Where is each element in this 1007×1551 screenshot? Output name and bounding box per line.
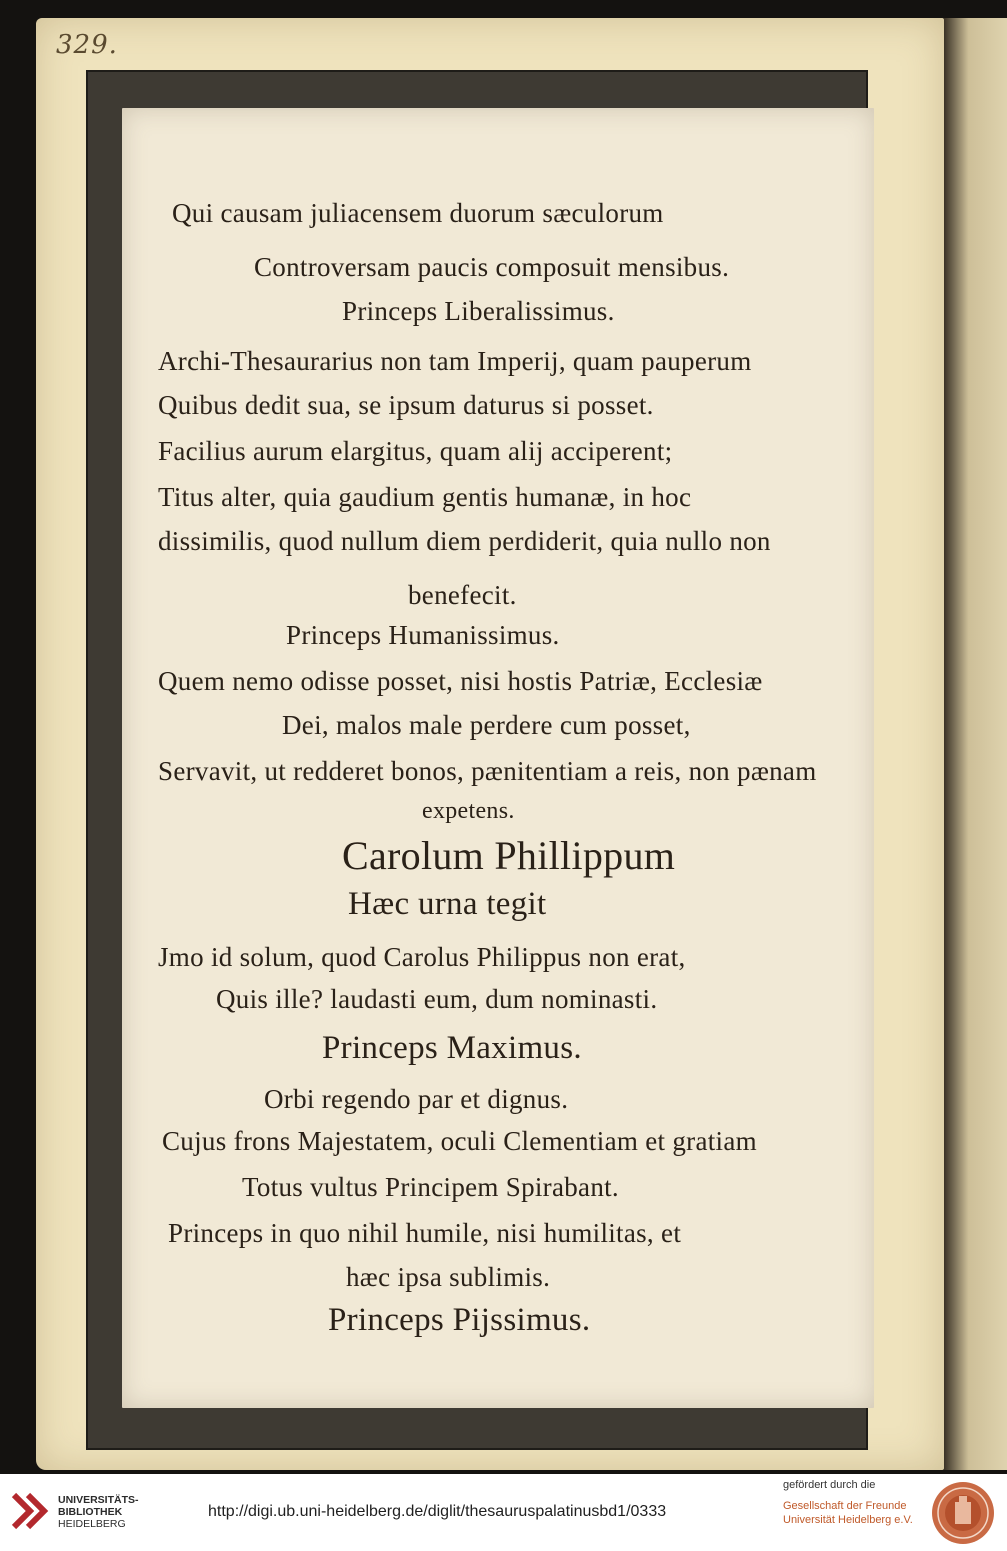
text-line: Cujus frons Majestatem, oculi Clementiam et gratiam [162,1126,757,1156]
university-seal-icon [930,1480,996,1546]
text-line: Princeps in quo nihil humile, nisi humilitas, et [168,1218,682,1248]
library-name-line: UNIVERSITÄTS- [58,1494,139,1506]
library-name-line: BIBLIOTHEK [58,1506,123,1518]
text-line-heading: Hæc urna tegit [348,886,547,922]
facing-page-edge [944,18,1007,1470]
text-line: Quem nemo odisse posset, nisi hostis Patriæ, Ecclesiæ [158,666,763,696]
text-line: Titus alter, quia gaudium gentis humanæ, in hoc [158,482,692,512]
folio-number: 329. [56,30,118,60]
library-name [58,1494,139,1530]
library-logo-icon [10,1489,50,1533]
text-line-heading: Princeps Pijssimus. [328,1302,591,1338]
text-line: Qui causam juliacensem duorum sæculorum [172,198,664,228]
library-name-line: HEIDELBERG [58,1518,126,1530]
text-line: Dei, malos male perdere cum posset, [282,710,691,740]
sponsor-caption: gefördert durch die [783,1479,876,1491]
text-line: expetens. [422,798,515,824]
permalink-url[interactable]: http://digi.ub.uni-heidelberg.de/diglit/thesauruspalatinusbd1/0333 [208,1503,667,1520]
text-line: Quis ille? laudasti eum, dum nominasti. [216,984,658,1014]
text-line: Totus vultus Principem Spirabant. [242,1172,619,1202]
text-line: Archi-Thesaurarius non tam Imperij, quam pauperum [158,346,752,376]
text-line: benefecit. [408,580,517,610]
text-line: Facilius aurum elargitus, quam alij acciperent; [158,436,673,466]
text-line: Servavit, ut redderet bonos, pænitentiam a reis, non pænam [158,756,817,786]
sponsor-name-line: Gesellschaft der Freunde [783,1500,907,1512]
text-line-heading: Princeps Maximus. [322,1030,582,1066]
text-line: dissimilis, quod nullum diem perdiderit, quia nullo non [158,526,771,556]
text-line: Princeps Humanissimus. [286,620,560,650]
text-line-heading: Carolum Phillippum [342,833,676,878]
text-line: Princeps Liberalissimus. [342,296,615,326]
text-line: Orbi regendo par et dignus. [264,1084,569,1114]
text-line: hæc ipsa sublimis. [346,1262,551,1292]
text-line: Jmo id solum, quod Carolus Philippus non erat, [158,942,686,972]
text-line: Controversam paucis composuit mensibus. [254,252,730,282]
text-line: Quibus dedit sua, se ipsum daturus si posset. [158,390,654,420]
sponsor-name [783,1499,913,1527]
sponsor-name-line: Universität Heidelberg e.V. [783,1514,913,1526]
